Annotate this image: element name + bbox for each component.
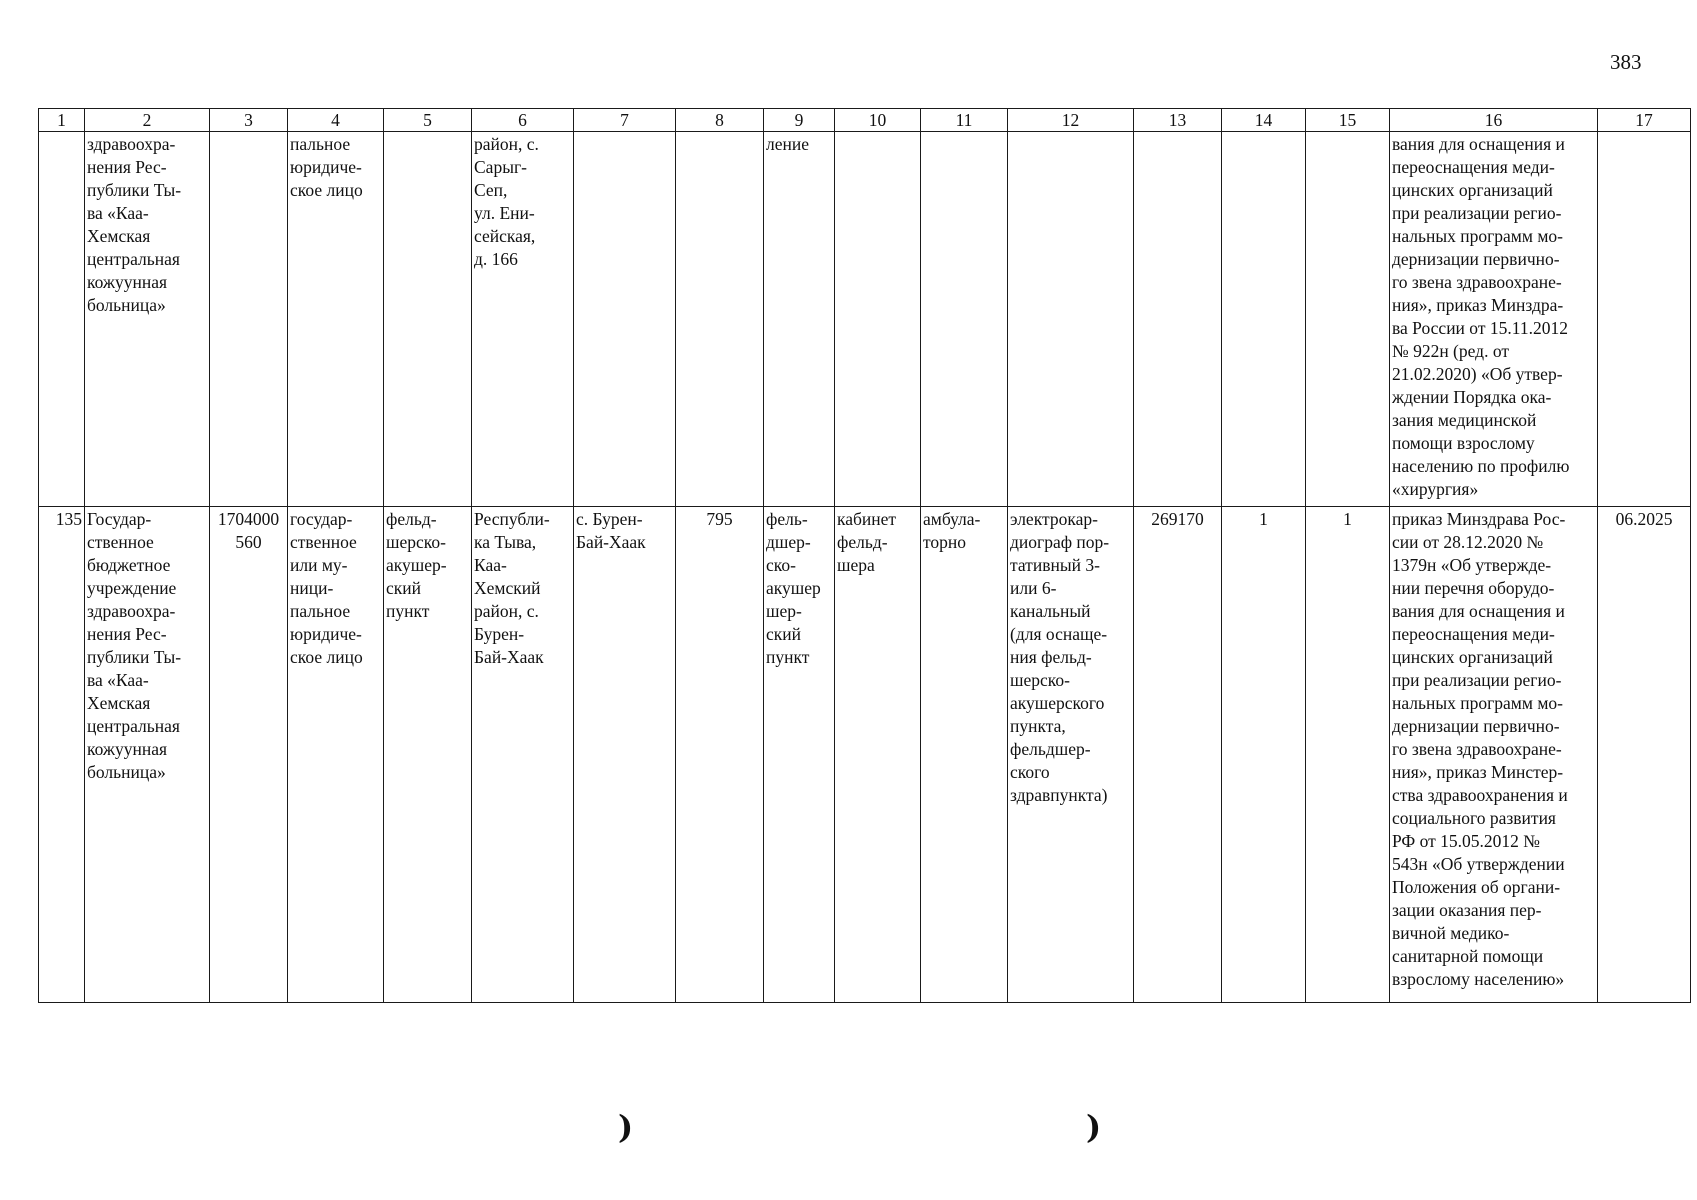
population-cell [676, 132, 764, 507]
organization-name-cell: Государ- ственное бюджетное учреждение здравоохра- нения Рес- публики Ты- ва «Каа- Хемская центральная кожуунная больница» [85, 507, 210, 1003]
column-number: 16 [1390, 109, 1598, 132]
population-cell: 795 [676, 507, 764, 1003]
column-number: 3 [210, 109, 288, 132]
address-cell: Республи- ка Тыва, Каа- Хемский район, с. Бурен- Бай-Хаак [472, 507, 574, 1003]
room-cell [835, 132, 921, 507]
legal-basis-cell: вания для оснащения и переоснащения меди- цинских организаций при реализации регио- нальных программ мо- дернизации первично- го звена здравоохране- ния», приказ Минздра- ва России от 15.11.2012 № 922н (ред. от 21.02.2020) «Об утвер- ждении Порядка ока- зания медицинской помощи взрослому населению по профилю «хирургия» [1390, 132, 1598, 507]
column-number: 14 [1222, 109, 1306, 132]
table-row [39, 507, 1691, 1003]
unit-type-cell [384, 132, 472, 507]
legal-form-cell: пальное юридиче- ское лицо [288, 132, 384, 507]
row-number-cell: 135 [39, 507, 85, 1003]
code-cell: 1704000 560 [210, 507, 288, 1003]
quantity-cell: 1 [1222, 507, 1306, 1003]
column-number: 4 [288, 109, 384, 132]
table-row [39, 132, 1691, 507]
quantity-cell: 1 [1306, 507, 1390, 1003]
column-number: 9 [764, 109, 835, 132]
column-number: 6 [472, 109, 574, 132]
page-number: 383 [1610, 50, 1642, 74]
division-cell: фель- дшер- ско- акушер шер- ский пункт [764, 507, 835, 1003]
column-number: 10 [835, 109, 921, 132]
legal-basis-cell: приказ Минздрава Рос- сии от 28.12.2020 № 1379н «Об утвержде- нии перечня оборудо- вания для оснащения и переоснащения меди- цинских организаций при реализации регио- нальных программ мо- дернизации первично- го звена здравоохране- ния», приказ Минстер- ства здравоохранения и социального развития РФ от 15.05.2012 № 543н «Об утверждении Положения об органи- зации оказания пер- вичной медико- санитарной помощи взрослому населению» [1390, 507, 1598, 1003]
quantity-cell [1222, 132, 1306, 507]
column-number: 15 [1306, 109, 1390, 132]
column-number: 7 [574, 109, 676, 132]
settlement-cell: с. Бурен- Бай-Хаак [574, 507, 676, 1003]
unit-type-cell: фельд- шерско- акушер- ский пункт [384, 507, 472, 1003]
deadline-cell [1598, 132, 1691, 507]
settlement-cell [574, 132, 676, 507]
care-conditions-cell: амбула- торно [921, 507, 1008, 1003]
column-number: 12 [1008, 109, 1134, 132]
price-cell [1134, 132, 1222, 507]
deadline-cell: 06.2025 [1598, 507, 1691, 1003]
row-number-cell [39, 132, 85, 507]
address-cell: район, с. Сарыг- Сеп, ул. Ени- сейская, д. 166 [472, 132, 574, 507]
scan-mark-right: ) [1086, 1108, 1102, 1146]
column-number: 8 [676, 109, 764, 132]
column-number: 11 [921, 109, 1008, 132]
organization-name-cell: здравоохра- нения Рес- публики Ты- ва «Каа- Хемская центральная кожуунная больница» [85, 132, 210, 507]
column-number: 2 [85, 109, 210, 132]
quantity-cell [1306, 132, 1390, 507]
legal-form-cell: государ- ственное или му- ници- пальное юридиче- ское лицо [288, 507, 384, 1003]
code-cell [210, 132, 288, 507]
data-table [38, 108, 1691, 1003]
column-number: 13 [1134, 109, 1222, 132]
division-cell: ление [764, 132, 835, 507]
scan-mark-left: ) [618, 1108, 634, 1146]
room-cell: кабинет фельд- шера [835, 507, 921, 1003]
equipment-cell: электрокар- диограф пор- тативный 3- или 6- канальный (для оснаще- ния фельд- шерско- акушерского пункта, фельдшер- ского здравпункта) [1008, 507, 1134, 1003]
care-conditions-cell [921, 132, 1008, 507]
column-number: 17 [1598, 109, 1691, 132]
column-number: 1 [39, 109, 85, 132]
column-number: 5 [384, 109, 472, 132]
equipment-cell [1008, 132, 1134, 507]
price-cell: 269170 [1134, 507, 1222, 1003]
table-header-row [39, 109, 1691, 132]
